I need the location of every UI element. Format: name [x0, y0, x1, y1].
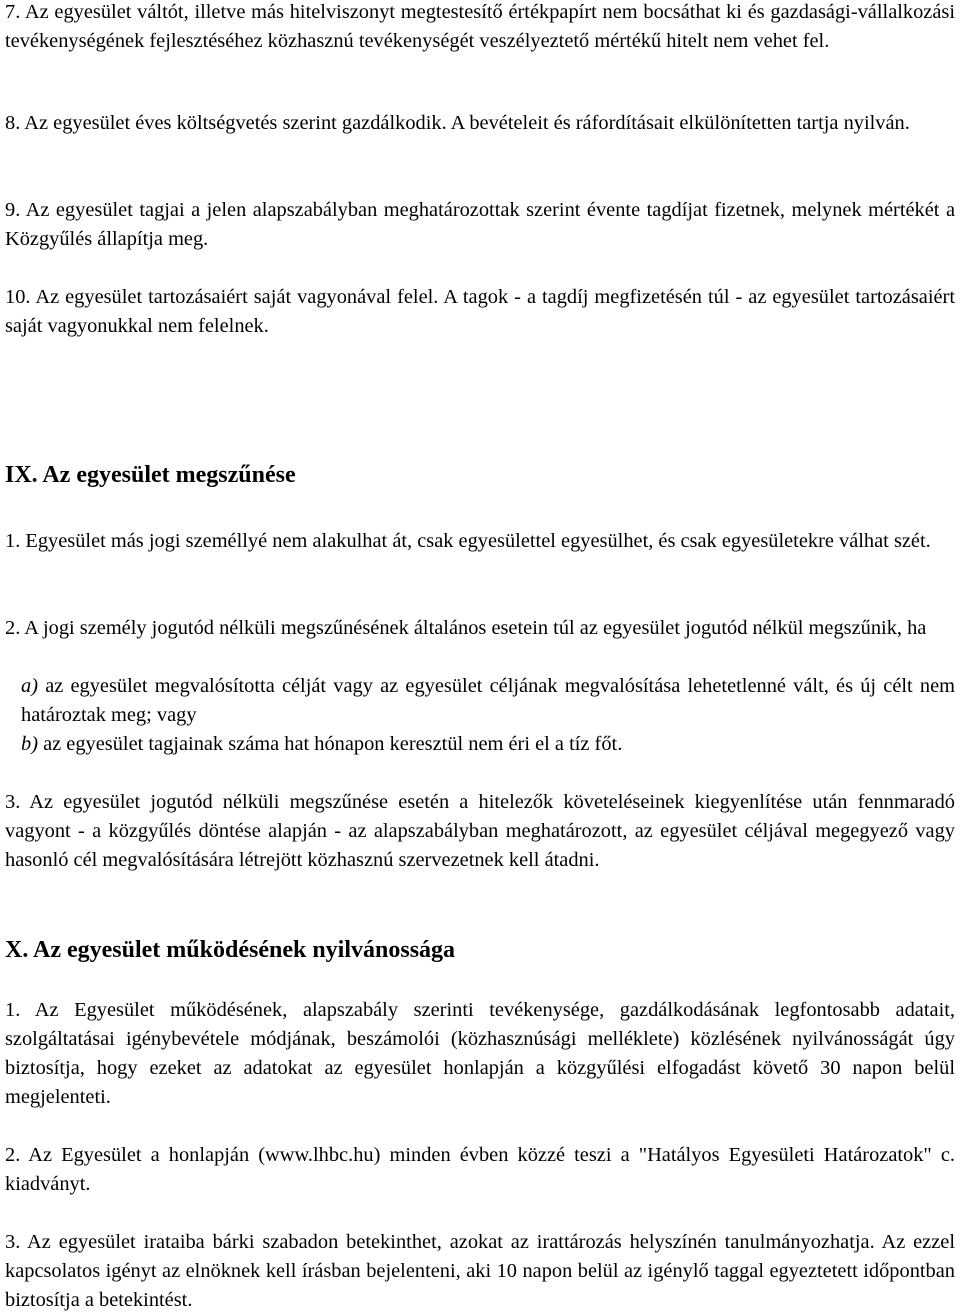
list-item-text-b: az egyesület tagjainak száma hat hónapon keresztül nem éri el a tíz főt.	[38, 733, 623, 755]
paragraph-10: 10. Az egyesület tartozásaiért saját vagyonával felel. A tagok - a tagdíj megfizetésén túl - az egyesület tartozásaiért saját vagyonukkal nem felelnek.	[5, 286, 955, 337]
section-ix-item-2b	[21, 730, 955, 759]
paragraph-9: 9. Az egyesület tagjai a jelen alapszabályban meghatározottak szerint évente tagdíjat fizetnek, melynek mértékét a Közgyűlés állapítja meg.	[5, 199, 955, 250]
section-heading-x: X. Az egyesület működésének nyilvánossága	[5, 937, 456, 963]
section-ix-item-2: 2. A jogi személy jogutód nélküli megszűnésének általános esetein túl az egyesület jogutód nélkül megszűnik, ha	[5, 617, 927, 639]
list-marker-a: a)	[21, 675, 38, 697]
section-ix-item-3: 3. Az egyesület jogutód nélküli megszűnése esetén a hitelezők követeléseinek kiegyenlítése után fennmaradó vagyont - a közgyűlés döntése alapján - az alapszabályban meghatározott, az egyesület céljával megegyező vagy hasonló cél megvalósítására létrejött közhasznú szervezetnek kell átadni.	[5, 791, 955, 871]
list-item-text-a: az egyesület megvalósította célját vagy az egyesület céljának megvalósítása lehetetlenné vált, és új célt nem határoztak meg; vagy	[21, 675, 955, 726]
section-ix-item-2a	[21, 672, 955, 730]
paragraph-7: 7. Az egyesület váltót, illetve más hitelviszonyt megtestesítő értékpapírt nem bocsáthat ki és gazdasági-vállalkozási tevékenységének fejlesztéséhez közhasznú tevékenységét veszélyeztető mértékű hitelt nem vehet fel.	[5, 1, 955, 52]
section-x-item-3: 3. Az egyesület irataiba bárki szabadon betekinthet, azokat az irattározás helyszínén tanulmányozhatja. Az ezzel kapcsolatos igényt az elnöknek kell írásban bejelenteni, aki 10 napon belül az igénylő taggal egyeztetett időpontban biztosítja a betekintést.	[5, 1231, 955, 1311]
paragraph-8: 8. Az egyesület éves költségvetés szerint gazdálkodik. A bevételeit és ráfordításait elkülönítetten tartja nyilván.	[5, 112, 910, 134]
section-heading-ix: IX. Az egyesület megszűnése	[5, 462, 296, 488]
section-x-item-2: 2. Az Egyesület a honlapján (www.lhbc.hu) minden évben közzé teszi a "Hatályos Egyesületi Határozatok" c. kiadványt.	[5, 1144, 955, 1195]
section-ix-item-1: 1. Egyesület más jogi személlyé nem alakulhat át, csak egyesülettel egyesülhet, és csak egyesületekre válhat szét.	[5, 530, 931, 552]
list-marker-b: b)	[21, 733, 38, 755]
section-x-item-1: 1. Az Egyesület működésének, alapszabály szerinti tevékenysége, gazdálkodásának legfontosabb adatait, szolgáltatásai igénybevétele módjának, beszámolói (közhasznúsági melléklete) közlésének nyilvánosságát úgy biztosítja, hogy ezeket az adatokat az egyesület honlapján a közgyűlési elfogadást követő 30 napon belül megjelenteti.	[5, 999, 955, 1108]
